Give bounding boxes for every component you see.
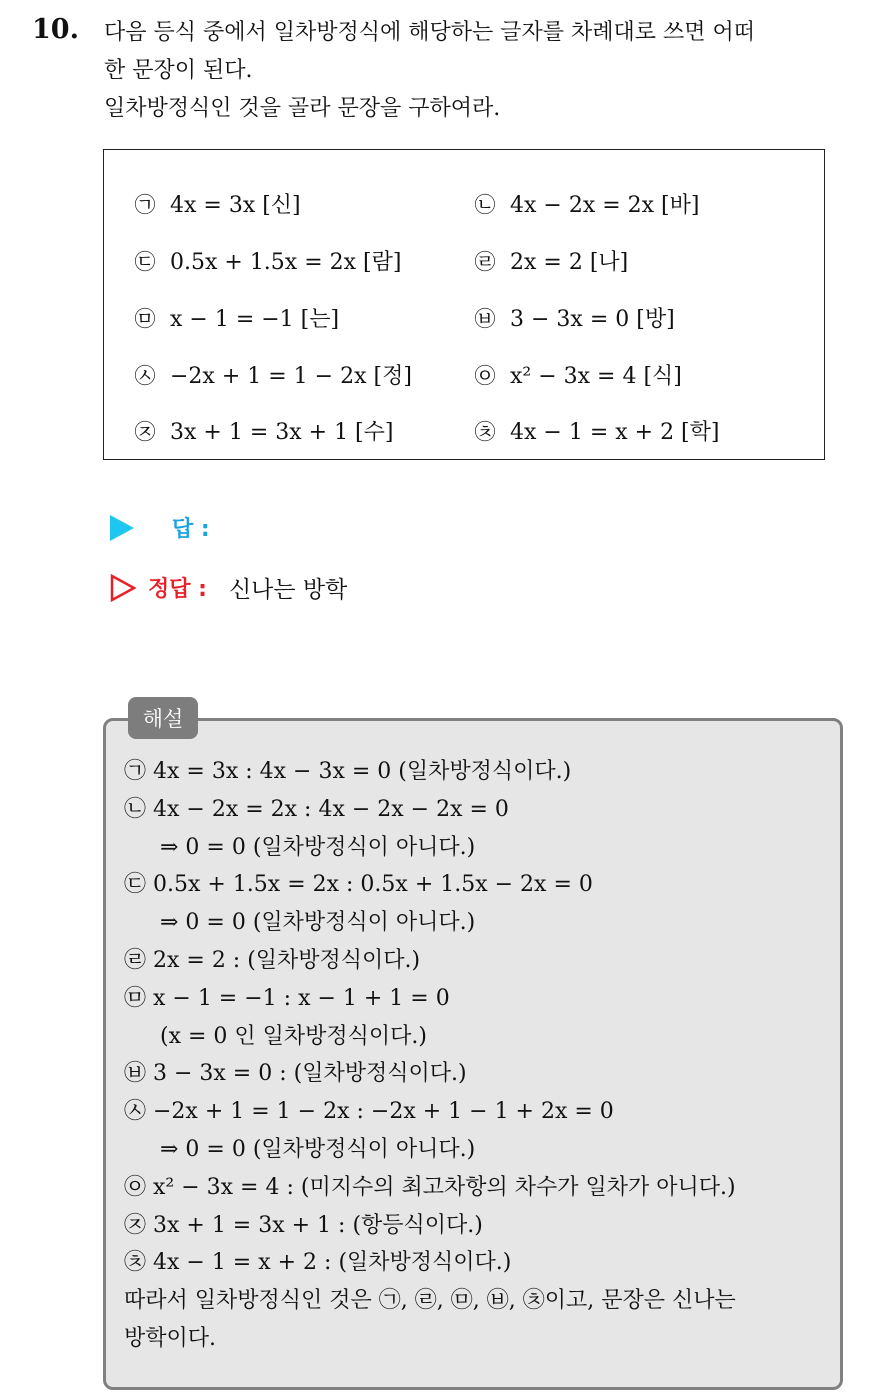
question-line: 일차방정식인 것을 골라 문장을 구하여라. [104,96,501,121]
option-item [132,188,301,219]
option-mark: ㉨ [134,419,156,444]
option-mark: ㉡ [474,192,496,217]
option-mark: ㉤ [134,306,156,331]
solution-line: ㉤ x − 1 = −1 : x − 1 + 1 = 0 [124,985,450,1011]
play-triangle-icon [110,515,134,541]
option-mark: ㉥ [474,306,496,331]
solution-line: 따라서 일차방정식인 것은 ㉠, ㉣, ㉤, ㉥, ㉩이고, 문장은 신나는 [124,1288,736,1314]
solution-line: ㉦ −2x + 1 = 1 − 2x : −2x + 1 − 1 + 2x = 0 [124,1099,614,1125]
option-expression: 4x − 1 = x + 2 [학] [510,420,720,445]
option-item [132,359,412,390]
solution-line: ㉠ 4x = 3x : 4x − 3x = 0 (일차방정식이다.) [124,759,572,784]
option-item [472,188,699,219]
option-expression: x − 1 = −1 [는] [170,307,340,332]
option-item [132,245,401,276]
solution-lines [124,753,834,1358]
outline-triangle-icon [110,574,136,602]
solution-line: ㉡ 4x − 2x = 2x : 4x − 2x − 2x = 0 [124,796,509,822]
options-box [103,149,825,460]
option-expression: 4x − 2x = 2x [바] [510,193,700,218]
solution-tag: 해설 [128,697,198,739]
option-expression: −2x + 1 = 1 − 2x [정] [170,364,412,389]
option-item [472,302,675,333]
option-item [132,302,339,333]
solution-line: ⇒ 0 = 0 (일차방정식이 아니다.) [160,910,476,936]
solution-line: ㉨ 3x + 1 = 3x + 1 : (항등식이다.) [124,1212,483,1238]
question-number: 10. [32,14,79,45]
solution-line: ㉩ 4x − 1 = x + 2 : (일차방정식이다.) [124,1250,512,1276]
correct-answer-label: 정답 : [148,577,207,602]
solution-line: ⇒ 0 = 0 (일차방정식이 아니다.) [160,834,476,860]
option-expression: 3 − 3x = 0 [방] [510,307,675,332]
option-mark: ㉩ [474,419,496,444]
solution-line: ㉧ x² − 3x = 4 : (미지수의 최고차항의 차수가 일차가 아니다.) [124,1174,736,1200]
question-text [104,14,874,128]
solution-line: ㉣ 2x = 2 : (일차방정식이다.) [124,947,421,973]
option-item [472,245,628,276]
option-mark: ㉧ [474,363,496,388]
correct-answer-row [110,571,347,604]
option-mark: ㉠ [134,192,156,217]
option-item [472,415,719,446]
option-expression: 4x = 3x [신] [170,193,301,218]
question-line: 한 문장이 된다. [104,58,253,83]
option-mark: ㉦ [134,363,156,388]
solution-line: ⇒ 0 = 0 (일차방정식이 아니다.) [160,1136,476,1162]
solution-line: (x = 0 인 일차방정식이다.) [160,1023,427,1049]
solution-line: ㉥ 3 − 3x = 0 : (일차방정식이다.) [124,1061,467,1087]
question-line: 다음 등식 중에서 일차방정식에 해당하는 글자를 차례대로 쓰면 어떠 [104,20,756,45]
correct-answer-value: 신나는 방학 [228,577,348,603]
option-expression: 0.5x + 1.5x = 2x [람] [170,250,402,275]
option-expression: 3x + 1 = 3x + 1 [수] [170,420,394,445]
option-item [132,415,393,446]
solution-line: ㉢ 0.5x + 1.5x = 2x : 0.5x + 1.5x − 2x = 0 [124,872,593,898]
option-expression: 2x = 2 [나] [510,250,629,275]
answer-label: 답 : [172,517,210,542]
option-item [472,359,682,390]
option-mark: ㉣ [474,249,496,274]
solution-line: 방학이다. [124,1325,217,1351]
option-expression: x² − 3x = 4 [식] [510,364,682,389]
option-mark: ㉢ [134,249,156,274]
answer-row [110,512,210,543]
